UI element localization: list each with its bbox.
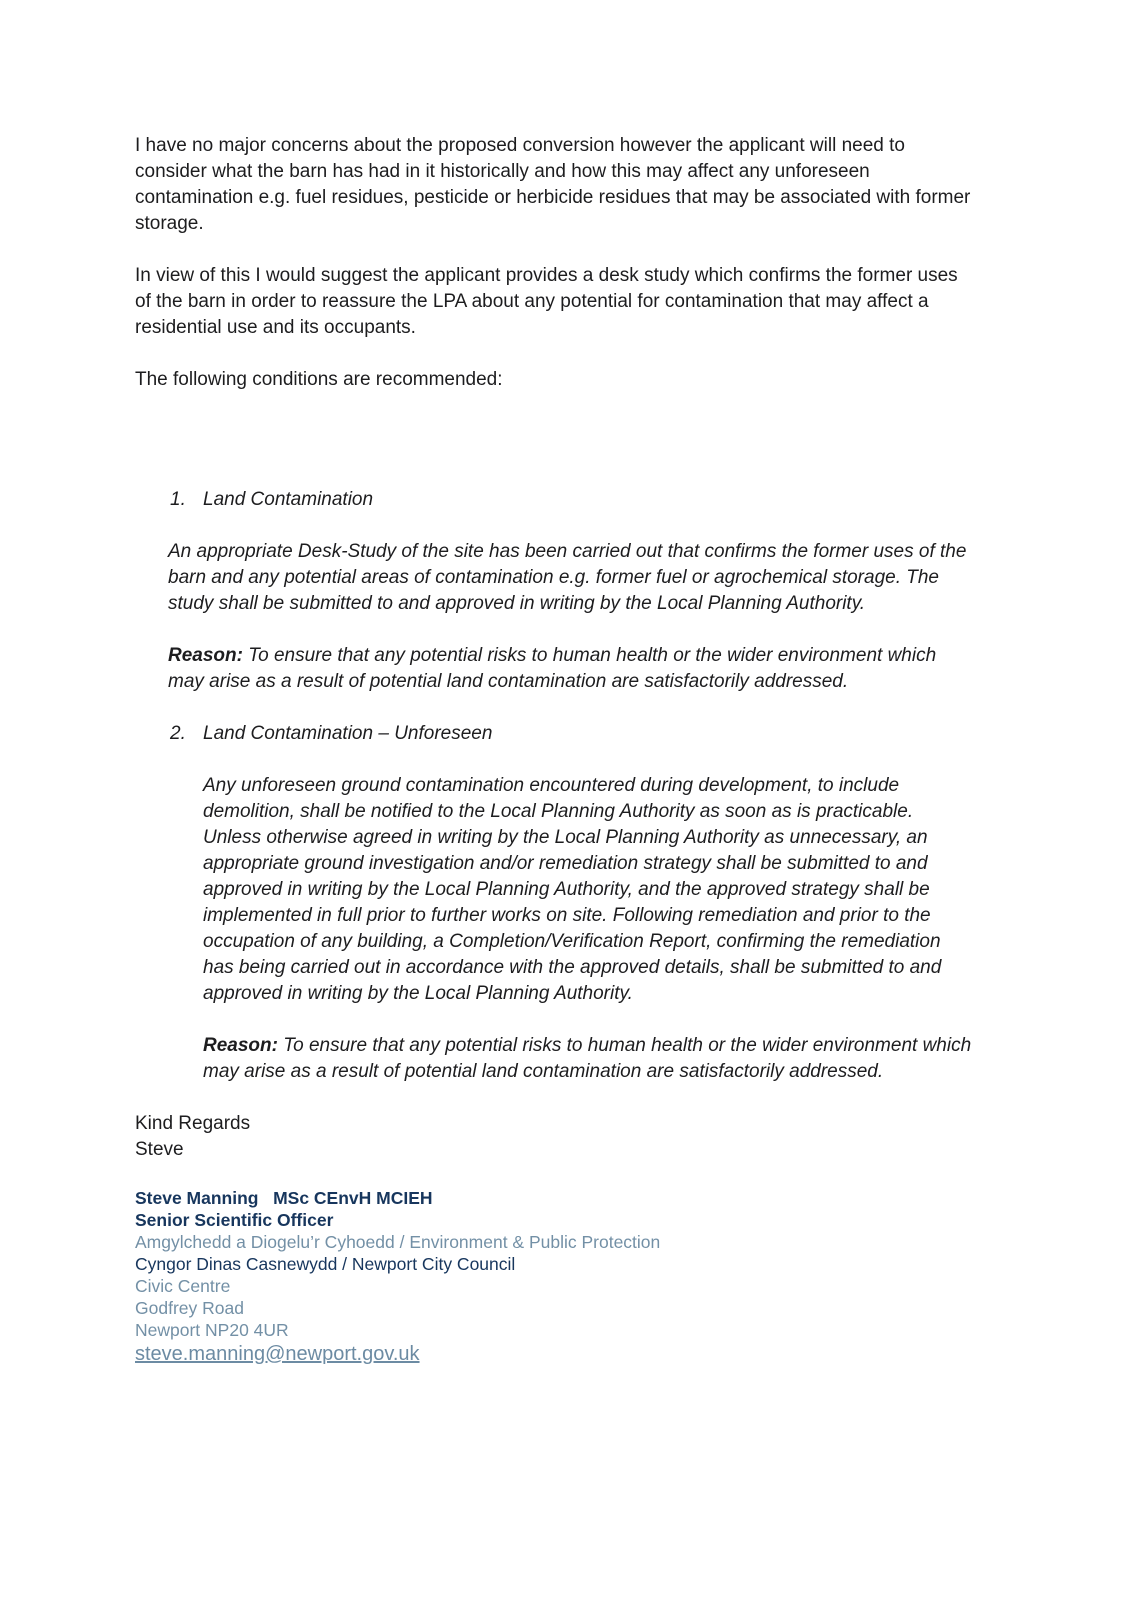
signature-block xyxy=(135,1187,972,1367)
condition-1-title: Land Contamination xyxy=(203,489,374,510)
condition-2-number: 2. xyxy=(170,723,186,744)
condition-1-header xyxy=(135,487,972,513)
condition-1-number: 1. xyxy=(170,489,186,510)
condition-2-header xyxy=(135,721,972,747)
closing xyxy=(135,1111,972,1163)
conditions-list xyxy=(135,487,972,1085)
signature-email-row xyxy=(135,1341,972,1367)
closing-regards: Kind Regards xyxy=(135,1113,251,1134)
condition-2-reason xyxy=(203,1033,972,1085)
condition-1-reason xyxy=(168,643,972,695)
signature-job-title: Senior Scientific Officer xyxy=(135,1210,334,1230)
signature-council: Cyngor Dinas Casnewydd / Newport City Council xyxy=(135,1254,516,1274)
condition-1-body: An appropriate Desk-Study of the site has been carried out that confirms the former uses of the barn and any potential areas of contamination e.g. former fuel or agrochemical storage. The study shall be submitted to and approved in writing by the Local Planning Authority. xyxy=(168,541,967,614)
paragraph-concerns: I have no major concerns about the proposed conversion however the applicant will need to consider what the barn has had in it historically and how this may affect any unforeseen contamination e.g. fuel residues, pesticide or herbicide residues that may be associated with former storage. xyxy=(135,135,971,234)
closing-name: Steve xyxy=(135,1139,184,1160)
signature-address-line3: Newport NP20 4UR xyxy=(135,1320,289,1340)
condition-2-reason-text: To ensure that any potential risks to human health or the wider environment which may arise as a result of potential land contamination are satisfactorily addressed. xyxy=(203,1035,972,1082)
condition-1-reason-label: Reason: xyxy=(168,645,243,666)
signature-name: Steve Manning MSc CEnvH MCIEH xyxy=(135,1188,433,1208)
email-link[interactable]: steve.manning@newport.gov.uk xyxy=(135,1343,420,1365)
paragraph-desk-study-suggestion: In view of this I would suggest the applicant provides a desk study which confirms the former uses of the barn in order to reassure the LPA about any potential for contamination that may affect a residential use and its occupants. xyxy=(135,265,958,338)
condition-1-reason-text: To ensure that any potential risks to human health or the wider environment which may arise as a result of potential land contamination are satisfactorily addressed. xyxy=(168,645,937,692)
signature-department: Amgylchedd a Diogelu’r Cyhoedd / Environment & Public Protection xyxy=(135,1232,661,1252)
condition-2-title: Land Contamination – Unforeseen xyxy=(203,723,493,744)
signature-address-line2: Godfrey Road xyxy=(135,1298,244,1318)
signature-address-line1: Civic Centre xyxy=(135,1276,231,1296)
condition-2-reason-label: Reason: xyxy=(203,1035,278,1056)
paragraph-conditions-intro: The following conditions are recommended: xyxy=(135,369,503,390)
condition-2-body: Any unforeseen ground contamination encountered during development, to include demolition, shall be notified to the Local Planning Authority as soon as is practicable. Unless otherwise agreed in writing by the Local Planning Authority as unnecessary, an appropriate ground investigation and/or remediation strategy shall be submitted to and approved in writing by the Local Planning Authority, and the approved strategy shall be implemented in full prior to further works on site. Following remediation and prior to the occupation of any building, a Completion/Verification Report, confirming the remediation has being carried out in accordance with the approved details, shall be submitted to and approved in writing by the Local Planning Authority. xyxy=(203,775,942,1004)
